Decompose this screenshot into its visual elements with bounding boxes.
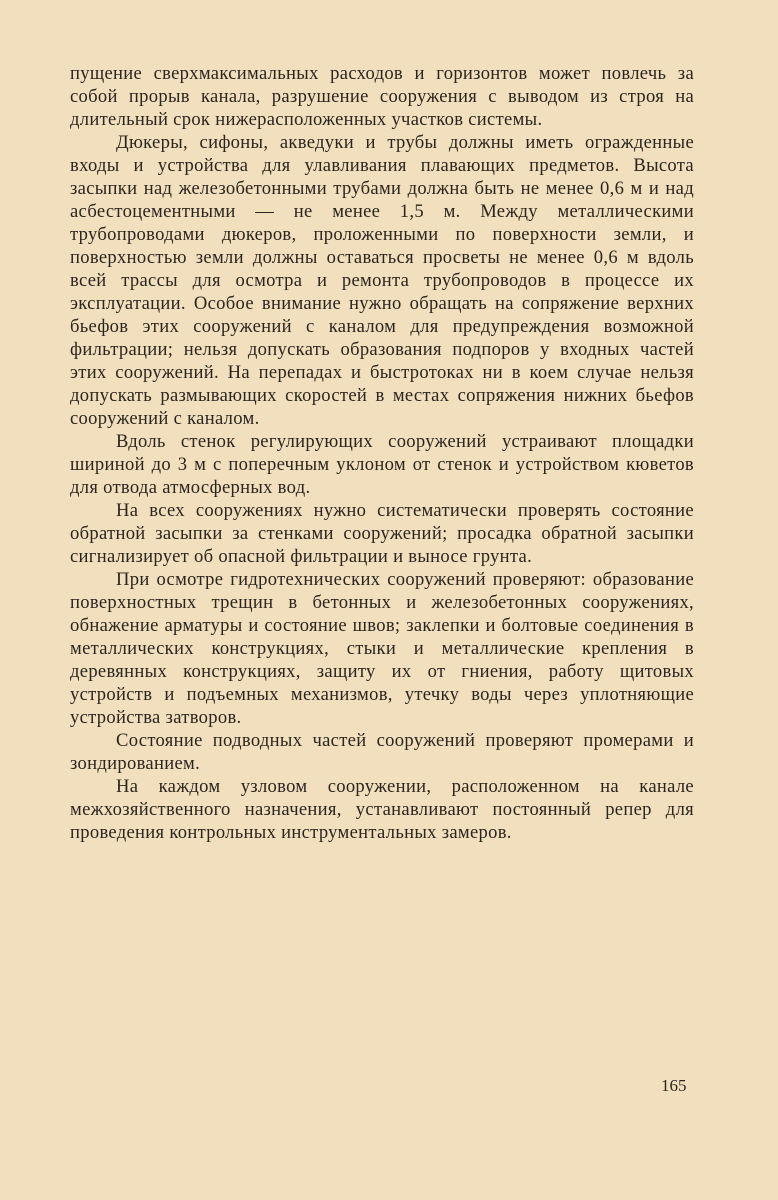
paragraph-backfill: На всех сооружениях нужно систематически проверять состояние обратной засыпки за стенками сооружений; просадка обратной засыпки сигнализирует об опасной фильтрации и выносе грунта. bbox=[70, 500, 694, 567]
paragraph-dukers: Дюкеры, сифоны, акведуки и трубы должны иметь огражденные входы и устройства для улавливания плавающих предметов. Высота засыпки над железобетонными трубами должна быть не менее 0,6 м и над асбестоцементными — не менее 1,5 м. Между металлическими трубопроводами дюкеров, проложенными по поверхности земли, и поверхностью земли должны оставаться просветы не менее 0,6 м вдоль всей трассы для осмотра и ремонта трубопроводов в процессе их эксплуатации. Особое внимание нужно обращать на сопряжение верхних бьефов этих сооружений с каналом для предупреждения возможной фильтрации; нельзя допускать образования подпоров у входных частей этих сооружений. На перепадах и быстротоках ни в коем случае нельзя допускать размывающих скоростей в местах сопряжения нижних бьефов сооружений с каналом. bbox=[70, 132, 694, 429]
paragraph-underwater: Состояние подводных частей сооружений проверяют промерами и зондированием. bbox=[70, 730, 694, 774]
paragraph-inspection: При осмотре гидротехнических сооружений проверяют: образование поверхностных трещин в бетонных и железобетонных сооружениях, обнажение арматуры и состояние швов; заклепки и болтовые соединения в металлических конструкциях, стыки и металлические крепления в деревянных конструкциях, защиту их от гниения, работу щитовых устройств и подъемных механизмов, утечку воды через уплотняющие устройства затворов. bbox=[70, 569, 694, 728]
paragraph-platforms: Вдоль стенок регулирующих сооружений устраивают площадки шириной до 3 м с поперечным уклоном от стенок и устройством кюветов для отвода атмосферных вод. bbox=[70, 431, 694, 498]
page-body bbox=[70, 62, 694, 844]
paragraph-continuation: пущение сверхмаксимальных расходов и горизонтов может повлечь за собой прорыв канала, разрушение сооружения с выводом из строя на длительный срок нижерасположенных участков системы. bbox=[70, 63, 694, 130]
paragraph-benchmark: На каждом узловом сооружении, расположенном на канале межхозяйственного назначения, устанавливают постоянный репер для проведения контрольных инструментальных замеров. bbox=[70, 776, 694, 843]
page-number: 165 bbox=[661, 1076, 687, 1095]
